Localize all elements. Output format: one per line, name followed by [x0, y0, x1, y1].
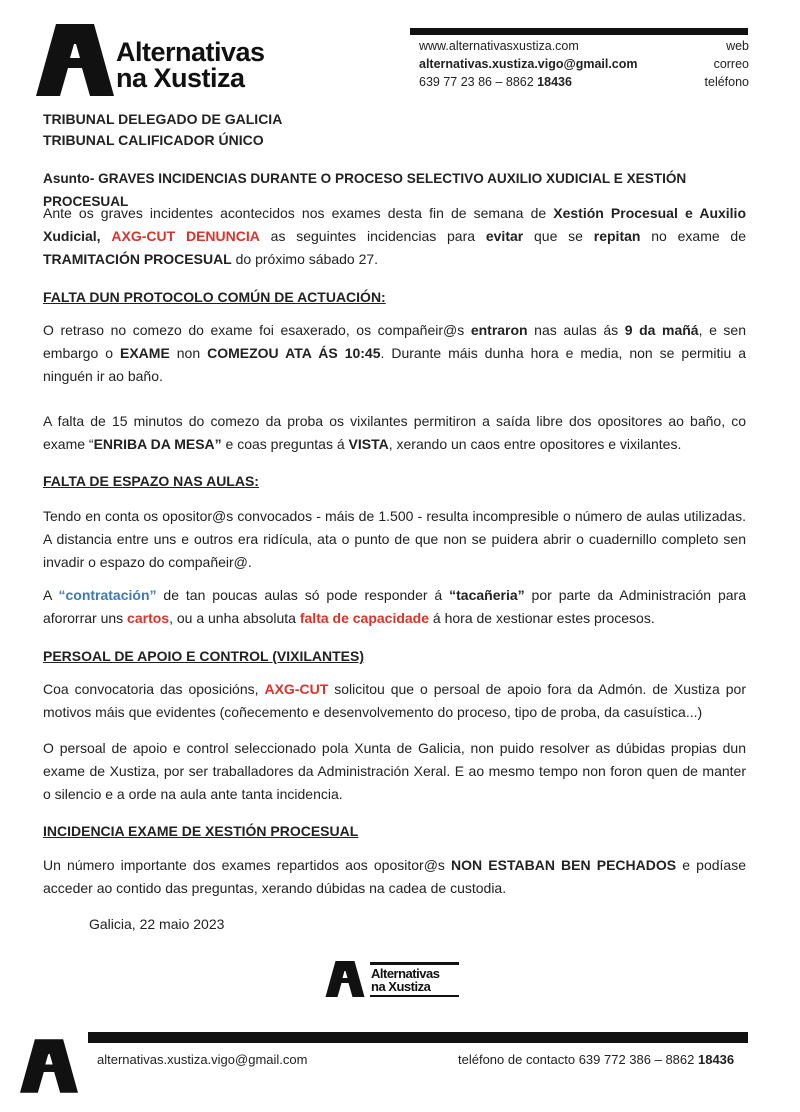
footer-email[interactable]: alternativas.xustiza.vigo@gmail.com	[97, 1052, 308, 1067]
signature-brand-line1: Alternativas	[371, 966, 440, 981]
brand-name-line2: na Xustiza	[116, 63, 245, 93]
contact-phone-bold: 18436	[537, 75, 572, 89]
section2-paragraph: A “contratación” de tan poucas aulas só pode responder á “tacañeria” por parte da Administración para afororrar uns cartos, ou a unha absoluta falta de capacidade á hora de xestionar estes procesos.	[43, 587, 746, 626]
section-heading: INCIDENCIA EXAME DE XESTIÓN PROCESUAL	[43, 823, 359, 839]
contact-web-label: web	[726, 39, 749, 53]
contact-email-value[interactable]: alternativas.xustiza.vigo@gmail.com	[419, 57, 638, 71]
logo-a-mark	[36, 24, 114, 96]
contact-web-value[interactable]: www.alternativasxustiza.com	[419, 39, 579, 53]
contact-email-label: correo	[713, 57, 749, 71]
section3-paragraph: Coa convocatoria das oposicións, AXG-CUT solicitou que o persoal de apoio fora da Admón. de Xustiza por motivos máis que evidentes (coñecemento e desenvolvemento do proceso, tipo de proba, da casuística...)	[43, 681, 746, 720]
contact-web-row	[419, 39, 749, 53]
section2-paragraph: Tendo en conta os opositor@s convocados - máis de 1.500 - resulta incompresible o número de aulas utilizadas. A distancia entre uns e outros era ridícula, ata o punto de que non se puidera abrir o cuadernillo completo sen invadir o espazo do compañeir@.	[43, 508, 746, 570]
section1-paragraph: A falta de 15 minutos do comezo da proba os vixilantes permitiron a saída libre dos opositores ao baño, co exame “ENRIBA DA MESA” e coas preguntas á VISTA, xerando un caos entre opositores e vixilantes.	[43, 413, 746, 452]
contact-phone-row	[419, 75, 749, 89]
date-line: Galicia, 22 maio 2023	[89, 916, 225, 932]
signature-bar	[370, 995, 459, 997]
section3-paragraph: O persoal de apoio e control seleccionado pola Xunta de Galicia, non puido resolver as dúbidas propias dun exame de Xustiza, por ser traballadores da Administración Xeral. E ao mesmo tempo non foron quen de manter o silencio e a orde na aula ante tanta incidencia.	[43, 740, 746, 802]
section-heading: FALTA DUN PROTOCOLO COMÚN DE ACTUACIÓN:	[43, 289, 386, 305]
section-heading: FALTA DE ESPAZO NAS AULAS:	[43, 473, 259, 489]
recipient-line: TRIBUNAL DELEGADO DE GALICIA	[43, 111, 283, 127]
header-bar	[410, 28, 748, 35]
brand-name-line1: Alternativas	[116, 37, 265, 67]
footer-bar	[88, 1032, 748, 1043]
section-heading: PERSOAL DE APOIO E CONTROL (VIXILANTES)	[43, 648, 364, 664]
intro-paragraph: Ante os graves incidentes acontecidos nos exames desta fin de semana de Xestión Procesual e Auxilio Xudicial, AXG-CUT DENUNCIA as seguintes incidencias para evitar que se repitan no exame de TRAMITACIÓN PROCESUAL do próximo sábado 27.	[43, 205, 747, 267]
contact-email-row	[419, 57, 749, 71]
contact-phone-value	[419, 75, 572, 89]
contact-phone-label: teléfono	[704, 75, 749, 89]
section1-paragraph: O retraso no comezo do exame foi esaxerado, os compañeir@s entraron nas aulas ás 9 da mañá, e sen embargo o EXAME non COMEZOU ATA ÁS 10:45. Durante máis dunha hora e media, non se permitiu a ninguén ir ao baño.	[43, 322, 747, 384]
signature-brand-line2: na Xustiza	[371, 979, 431, 994]
subject-line: Asunto- GRAVES INCIDENCIAS DURANTE O PROCESO SELECTIVO AUXILIO XUDICIAL E XESTIÓN PROCESUAL	[43, 171, 687, 209]
signature-bar	[370, 962, 459, 965]
recipient-line: TRIBUNAL CALIFICADOR ÚNICO	[43, 132, 264, 148]
section4-paragraph: Un número importante dos exames repartidos aos opositor@s NON ESTABAN BEN PECHADOS e podíase acceder ao contido das preguntas, xerando dúbidas na cadea de custodia.	[43, 857, 746, 896]
logo-a-mark	[325, 961, 365, 997]
footer-phone: teléfono de contacto 639 772 386 – 8862 18436	[458, 1052, 735, 1067]
footer-logo-a-mark	[20, 1030, 78, 1102]
contact-phone-main: 639 77 23 86 – 8862	[419, 75, 538, 89]
